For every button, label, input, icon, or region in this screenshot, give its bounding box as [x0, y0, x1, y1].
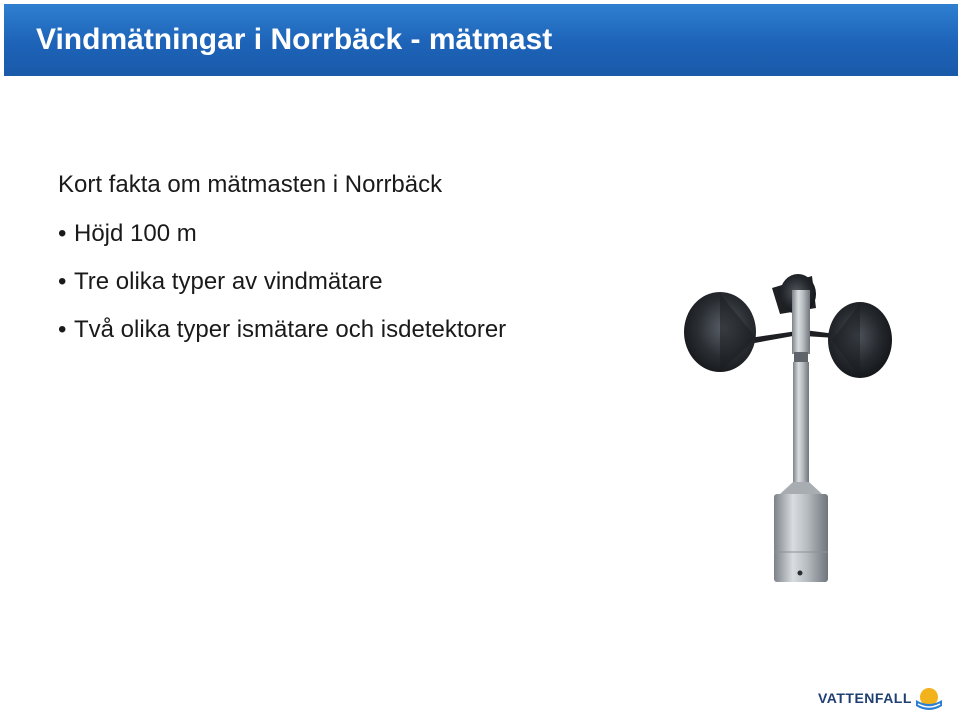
bullet-list — [58, 218, 518, 346]
slide-content — [58, 168, 518, 362]
bullet-item-wind-meters — [58, 266, 518, 298]
bullet-text: Höjd 100 m — [74, 220, 197, 247]
bullet-icon: • — [58, 316, 67, 343]
bullet-item-ice-meters — [58, 314, 518, 346]
vattenfall-logo — [818, 686, 948, 714]
bullet-item-height — [58, 218, 518, 250]
content-heading: Kort fakta om mätmasten i Norrbäck — [58, 171, 443, 198]
bullet-text: Två olika typer ismätare och isdetektorer — [74, 316, 507, 343]
bullet-icon: • — [58, 220, 67, 247]
vattenfall-logo-mark-icon — [914, 686, 944, 714]
anemometer-icon — [676, 268, 904, 592]
title-bar — [4, 4, 958, 76]
slide-title: Vindmätningar i Norrbäck - mätmast — [36, 23, 553, 56]
bullet-text: Tre olika typer av vindmätare — [74, 268, 383, 295]
logo-text: VATTENFALL — [818, 690, 912, 706]
bullet-icon: • — [58, 268, 67, 295]
